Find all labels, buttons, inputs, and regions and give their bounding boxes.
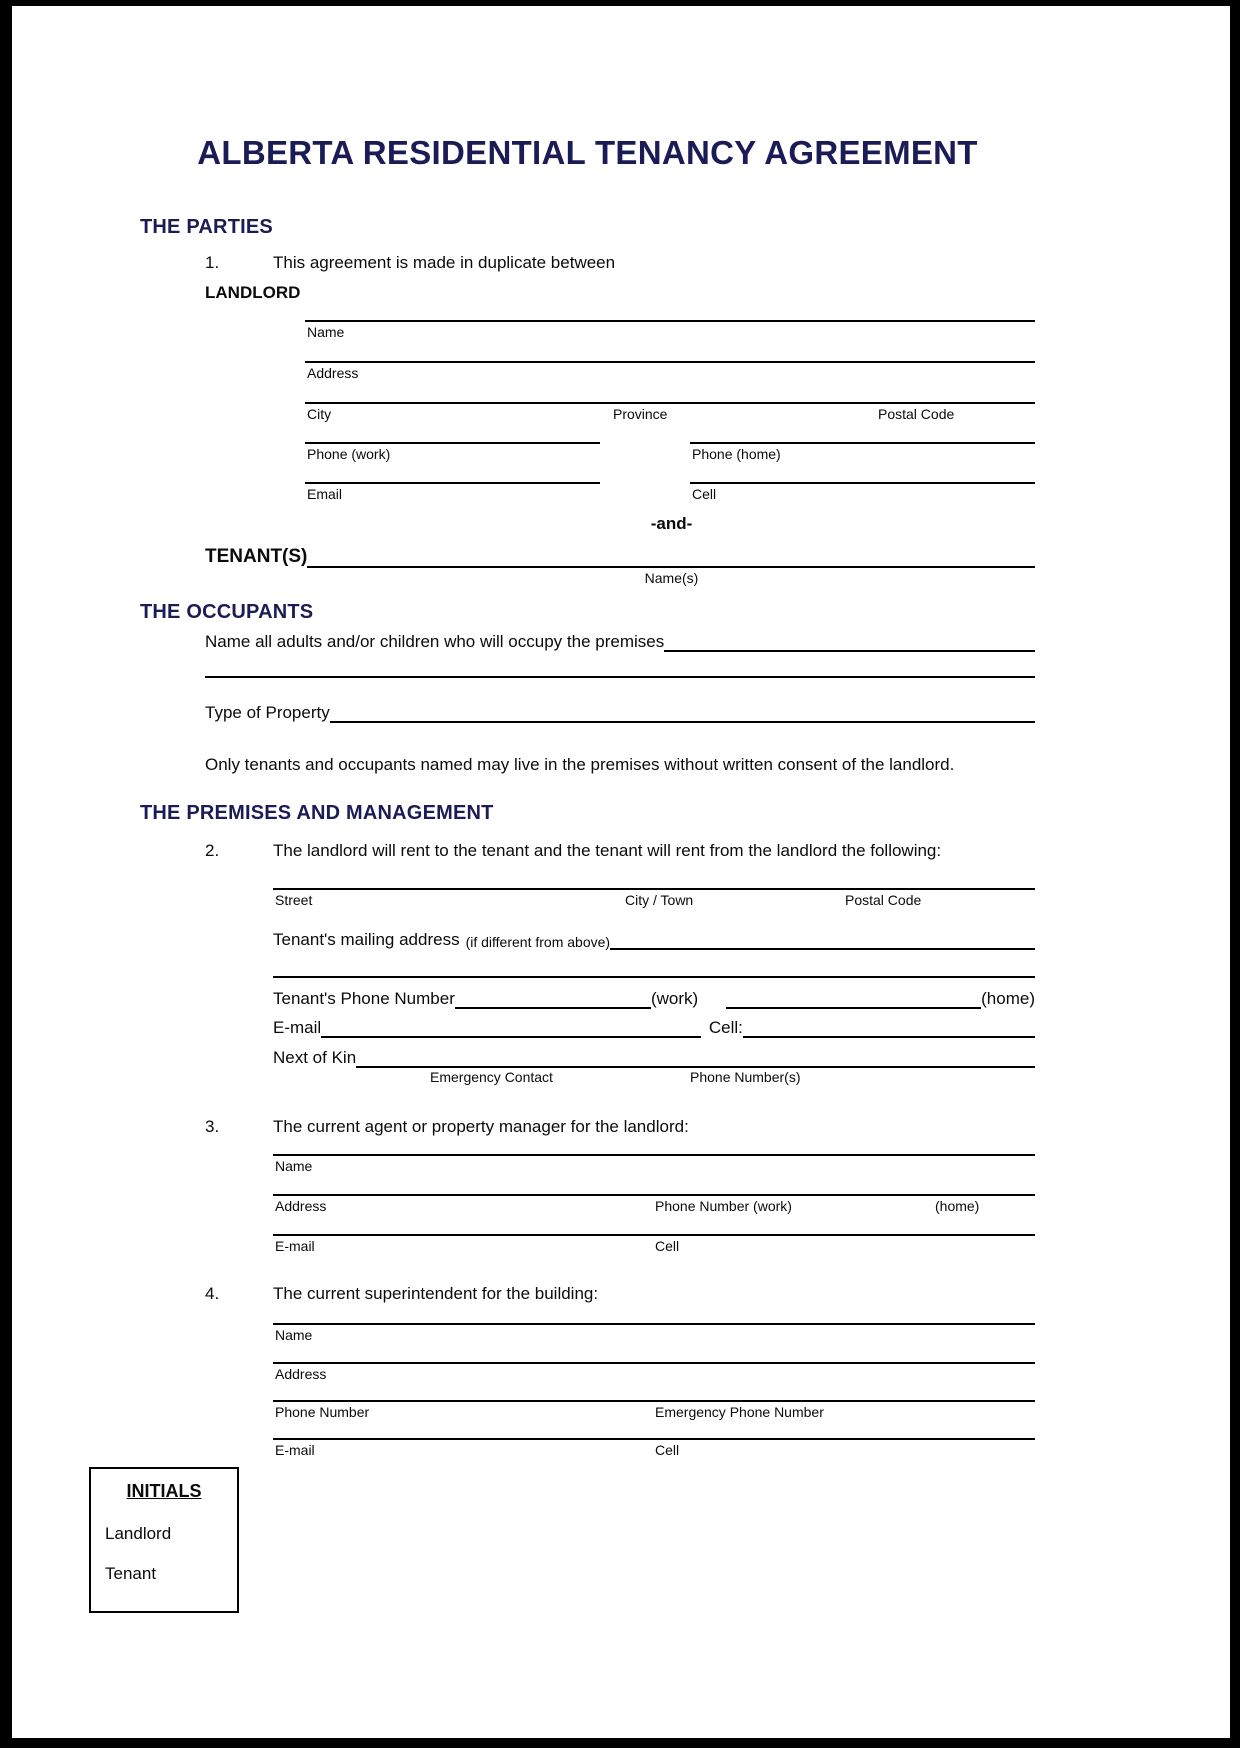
superintendent-phone-line[interactable] xyxy=(273,1400,1035,1402)
agent-address-label: Address xyxy=(275,1198,327,1214)
landlord-city-province-postal-line[interactable] xyxy=(305,402,1035,404)
superintendent-address-label: Address xyxy=(275,1366,327,1382)
clause-4-number: 4. xyxy=(205,1284,220,1303)
premises-street-city-postal-line[interactable] xyxy=(273,888,1035,890)
premises-postal-code-label: Postal Code xyxy=(845,892,922,908)
occupants-names-line-1[interactable] xyxy=(664,632,1035,652)
clause-3-text: The current agent or property manager for the landlord: xyxy=(273,1117,689,1136)
initials-landlord-label: Landlord xyxy=(105,1524,172,1543)
landlord-address-label: Address xyxy=(307,365,359,381)
superintendent-phone-label: Phone Number xyxy=(275,1404,370,1420)
landlord-label: LANDLORD xyxy=(205,283,301,302)
tenant-mailing-address-line-2[interactable] xyxy=(273,976,1035,978)
superintendent-name-line[interactable] xyxy=(273,1323,1035,1325)
next-of-kin-label: Next of Kin xyxy=(273,1048,357,1067)
superintendent-email-label: E-mail xyxy=(275,1442,315,1458)
tenant-phone-work-label: (work) xyxy=(650,989,699,1008)
agent-email-cell-line[interactable] xyxy=(273,1234,1035,1236)
tenant-mailing-address-line-1[interactable] xyxy=(610,930,1035,950)
premises-street-label: Street xyxy=(275,892,313,908)
tenant-cell-line[interactable] xyxy=(743,1018,1035,1038)
landlord-phone-work-line[interactable] xyxy=(305,442,600,444)
tenant-email-line[interactable] xyxy=(321,1018,701,1038)
tenants-label: TENANT(S) xyxy=(205,546,308,567)
occupants-name-all-text: Name all adults and/or children who will occupy the premises xyxy=(205,632,665,651)
clause-2-number: 2. xyxy=(205,841,220,860)
tenant-mailing-address-note: (if different from above) xyxy=(465,934,611,950)
section-heading-parties: THE PARTIES xyxy=(140,216,273,238)
tenants-names-line[interactable] xyxy=(307,548,1035,568)
type-of-property-label: Type of Property xyxy=(205,703,330,722)
landlord-name-line[interactable] xyxy=(305,320,1035,322)
section-heading-premises: THE PREMISES AND MANAGEMENT xyxy=(140,802,494,824)
landlord-email-line[interactable] xyxy=(305,482,600,484)
superintendent-cell-label: Cell xyxy=(655,1442,680,1458)
clause-3 xyxy=(205,1117,1035,1137)
initials-box-title: INITIALS xyxy=(126,1481,202,1501)
clause-1-number: 1. xyxy=(205,253,220,272)
tenant-phone-number-label: Tenant's Phone Number xyxy=(273,989,455,1008)
agent-email-label: E-mail xyxy=(275,1238,315,1254)
initials-box xyxy=(89,1467,239,1613)
premises-city-town-label: City / Town xyxy=(625,892,694,908)
landlord-phone-home-label: Phone (home) xyxy=(692,446,781,462)
landlord-address-line[interactable] xyxy=(305,361,1035,363)
clause-1-text: This agreement is made in duplicate between xyxy=(273,253,616,272)
tenant-mailing-address-label: Tenant's mailing address xyxy=(273,930,460,949)
clause-1 xyxy=(205,253,1035,273)
superintendent-emergency-phone-label: Emergency Phone Number xyxy=(655,1404,824,1420)
clause-4-text: The current superintendent for the building: xyxy=(273,1284,599,1303)
tenant-phone-home-line[interactable] xyxy=(726,989,981,1009)
agent-cell-label: Cell xyxy=(655,1238,680,1254)
landlord-province-label: Province xyxy=(613,406,668,422)
clause-2 xyxy=(205,841,1035,861)
clause-3-number: 3. xyxy=(205,1117,220,1136)
tenant-phone-home-label: (home) xyxy=(981,989,1035,1008)
superintendent-address-line[interactable] xyxy=(273,1362,1035,1364)
occupants-consent-note: Only tenants and occupants named may live in the premises without written consent of the landlord. xyxy=(205,755,955,774)
document-title: ALBERTA RESIDENTIAL TENANCY AGREEMENT xyxy=(197,134,978,171)
superintendent-email-cell-line[interactable] xyxy=(273,1438,1035,1440)
agent-phone-home-label: (home) xyxy=(935,1198,980,1214)
agent-address-phone-line[interactable] xyxy=(273,1194,1035,1196)
phone-numbers-caption: Phone Number(s) xyxy=(690,1069,801,1085)
next-of-kin-line[interactable] xyxy=(356,1048,1035,1068)
clause-4 xyxy=(205,1284,1035,1304)
landlord-phone-home-line[interactable] xyxy=(690,442,1035,444)
tenants-names-caption: Name(s) xyxy=(644,570,699,586)
landlord-cell-label: Cell xyxy=(692,486,717,502)
agent-phone-work-label: Phone Number (work) xyxy=(655,1198,792,1214)
emergency-contact-caption: Emergency Contact xyxy=(430,1069,553,1085)
clause-2-text: The landlord will rent to the tenant and the tenant will rent from the landlord the following: xyxy=(273,841,942,860)
tenant-cell-label: Cell: xyxy=(708,1018,743,1037)
landlord-postal-code-label: Postal Code xyxy=(878,406,955,422)
landlord-name-label: Name xyxy=(307,324,345,340)
section-heading-occupants: THE OCCUPANTS xyxy=(140,601,314,623)
tenant-email-label: E-mail xyxy=(273,1018,322,1037)
agent-name-label: Name xyxy=(275,1158,313,1174)
landlord-email-label: Email xyxy=(307,486,343,502)
occupants-names-line-2[interactable] xyxy=(205,676,1035,678)
superintendent-name-label: Name xyxy=(275,1327,313,1343)
landlord-city-label: City xyxy=(307,406,332,422)
type-of-property-line[interactable] xyxy=(330,703,1035,723)
tenant-phone-work-line[interactable] xyxy=(455,989,651,1009)
agent-name-line[interactable] xyxy=(273,1154,1035,1156)
landlord-phone-work-label: Phone (work) xyxy=(307,446,391,462)
and-separator: -and- xyxy=(650,514,693,533)
initials-tenant-label: Tenant xyxy=(105,1564,157,1583)
landlord-cell-line[interactable] xyxy=(690,482,1035,484)
